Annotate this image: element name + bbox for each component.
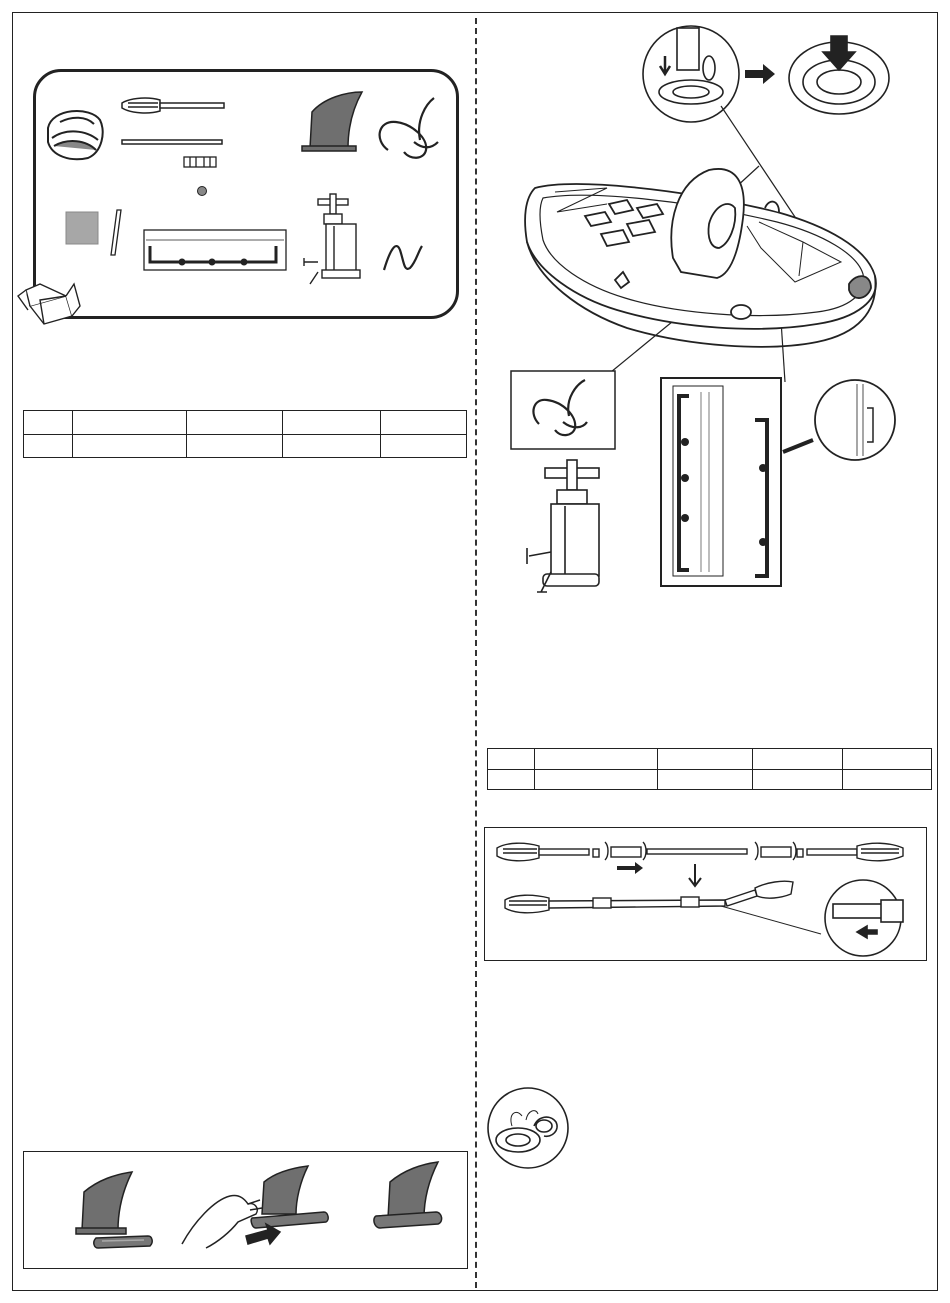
fin-install-panel <box>23 1151 468 1269</box>
repair-patch-icon <box>66 212 98 244</box>
fin-icon <box>302 92 362 151</box>
arrow-down-icon <box>689 864 701 886</box>
arrow-right-icon <box>617 862 643 874</box>
fin-install-illustration <box>24 1152 469 1270</box>
rope-inset <box>511 371 615 449</box>
valve-inflate-detail <box>643 26 739 122</box>
valve-icon <box>488 1088 568 1168</box>
paddle-blade-icon <box>122 98 224 113</box>
table-row <box>488 749 932 770</box>
spec-table-left <box>23 410 467 458</box>
paddle-blade-left-icon <box>497 843 589 861</box>
paddle-shaft-icon <box>647 849 747 854</box>
strip-icon <box>111 210 121 255</box>
ring-icon <box>593 849 599 857</box>
paddle-blade-right-icon <box>807 843 903 861</box>
package-contents-illustration <box>0 0 475 340</box>
storage-rack-inset <box>661 378 781 586</box>
paddle-shaft-icon <box>122 140 222 144</box>
connector-icon <box>184 157 216 167</box>
fin-step-2-icon <box>182 1166 328 1248</box>
bungee-cord-icon <box>384 246 422 270</box>
fin-step-3-icon <box>374 1162 442 1228</box>
connector-icon <box>761 847 791 857</box>
box-icon <box>18 284 80 324</box>
assembled-paddle-icon <box>505 881 793 913</box>
rope-icon <box>380 98 438 158</box>
kayak-overview-illustration <box>477 12 937 602</box>
folded-kayak-icon <box>48 111 103 159</box>
arrow-right-icon <box>745 64 775 84</box>
valve-detail <box>482 1086 578 1172</box>
ring-icon <box>797 849 803 857</box>
spec-table-right <box>487 748 932 790</box>
hand-pump-large-icon <box>527 460 599 592</box>
table-row <box>488 769 932 790</box>
paddle-assembly-panel <box>484 827 927 961</box>
ruler-zoom-detail <box>783 380 895 460</box>
lock-detail-icon <box>825 880 903 956</box>
paddle-assembly-illustration <box>485 828 928 962</box>
hand-pump-icon <box>304 194 360 284</box>
kayak-icon <box>525 169 876 347</box>
storage-rack-icon <box>144 230 286 270</box>
fin-step-1-icon <box>76 1172 152 1248</box>
valve-cap-icon <box>198 187 207 196</box>
valve-press-detail <box>789 36 889 114</box>
table-row <box>24 411 467 435</box>
connector-icon <box>611 847 641 857</box>
table-row <box>24 434 467 458</box>
